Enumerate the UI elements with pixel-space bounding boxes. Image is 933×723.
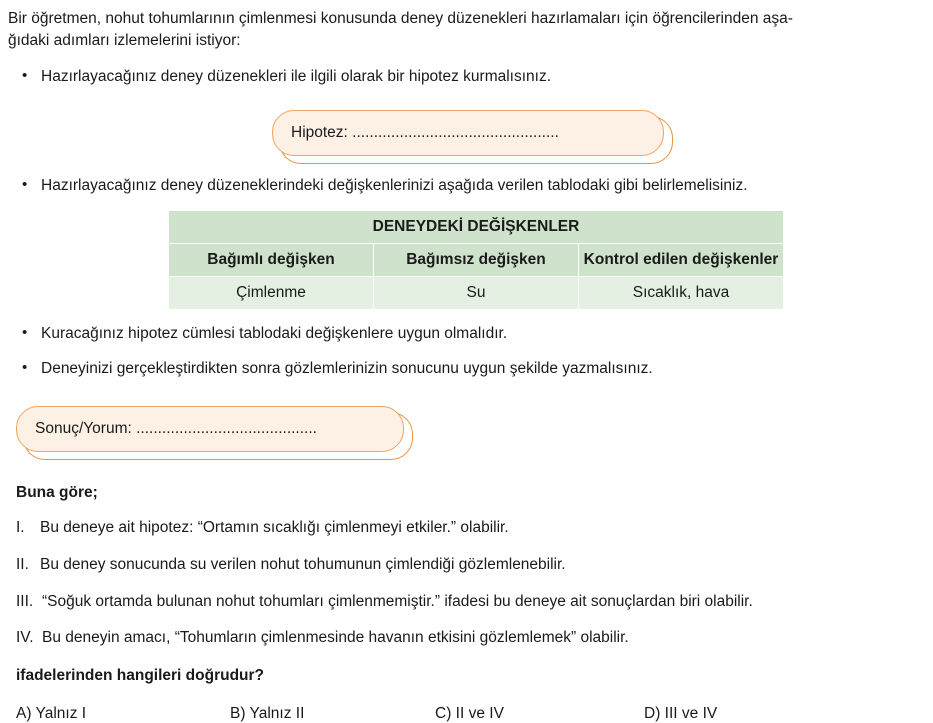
statement-4 — [16, 628, 923, 649]
table-cell: Su — [374, 277, 579, 310]
hypothesis-callout-text: Hipotez: ................................................ — [291, 123, 559, 141]
table-header-cell: Bağımsız değişken — [374, 244, 579, 277]
statement-text: Bu deneye ait hipotez: “Ortamın sıcaklığı çimlenmeyi etkiler.” olabilir. — [40, 518, 509, 536]
option-b[interactable]: B) Yalnız II — [230, 705, 305, 723]
table-cell: Çimlenme — [169, 277, 374, 310]
instruction-list — [8, 66, 923, 88]
table-header-cell: Kontrol edilen değişkenler — [579, 244, 784, 277]
statement-number: IV. — [16, 629, 34, 647]
hypothesis-callout — [272, 110, 664, 156]
intro-paragraph — [8, 8, 933, 53]
table-title-row — [169, 211, 784, 244]
prompt-heading: Buna göre; — [16, 483, 98, 501]
statement-number: II. — [16, 555, 29, 573]
statement-3 — [16, 592, 923, 613]
instruction-list-3 — [8, 323, 923, 379]
instruction-list-2 — [8, 175, 923, 197]
table-row — [169, 277, 784, 310]
question-text: ifadelerinden hangileri doğrudur? — [16, 667, 265, 685]
table-header-cell: Bağımlı değişken — [169, 244, 374, 277]
statement-text: Bu deney sonucunda su verilen nohut tohumunun çimlendiği gözlemlenebilir. — [40, 555, 566, 573]
list-item: • Kuracağınız hipotez cümlesi tablodaki değişkenlere uygun olmalıdır. — [8, 323, 923, 345]
hypothesis-callout-wrap — [8, 110, 923, 162]
list-item: • Deneyinizi gerçekleştirdikten sonra gözlemlerinizin sonucunu uygun şekilde yazmalısınız. — [8, 358, 923, 380]
list-item: • Hazırlayacağınız deney düzeneklerindeki değişkenlerinizi aşağıda verilen tablodaki gibi belirlemelisiniz. — [8, 175, 923, 197]
statement-text: “Soğuk ortamda bulunan nohut tohumları çimlenmemiştir.” ifadesi bu deneye ait sonuçlardan biri olabilir. — [42, 592, 753, 610]
table-cell: Sıcaklık, hava — [579, 277, 784, 310]
result-callout-text: Sonuç/Yorum: .......................................... — [35, 419, 317, 437]
option-c[interactable]: C) II ve IV — [435, 705, 504, 723]
answer-options — [16, 705, 923, 723]
result-callout — [16, 406, 404, 452]
variables-table — [168, 210, 784, 310]
statement-text: Bu deneyin amacı, “Tohumların çimlenmesinde havanın etkisini gözlemlemek” olabilir. — [42, 629, 629, 647]
option-d[interactable]: D) III ve IV — [644, 705, 718, 723]
intro-line-1: Bir öğretmen, nohut tohumlarının çimlenmesi konusunda deney düzenekleri hazırlamaları için öğrencilerinden aşa- — [8, 10, 793, 27]
intro-line-2: ğıdaki adımları izlemelerini istiyor: — [8, 32, 241, 50]
statement-number: I. — [16, 518, 25, 536]
table-header-row — [169, 244, 784, 277]
option-a[interactable]: A) Yalnız I — [16, 705, 87, 723]
result-callout-wrap — [8, 406, 923, 462]
statement-2 — [16, 555, 923, 576]
statement-1 — [16, 518, 923, 539]
statement-number: III. — [16, 592, 34, 610]
table-title: DENEYDEKİ DEĞİŞKENLER — [169, 211, 784, 244]
list-item: • Hazırlayacağınız deney düzenekleri ile ilgili olarak bir hipotez kurmalısınız. — [8, 66, 923, 88]
